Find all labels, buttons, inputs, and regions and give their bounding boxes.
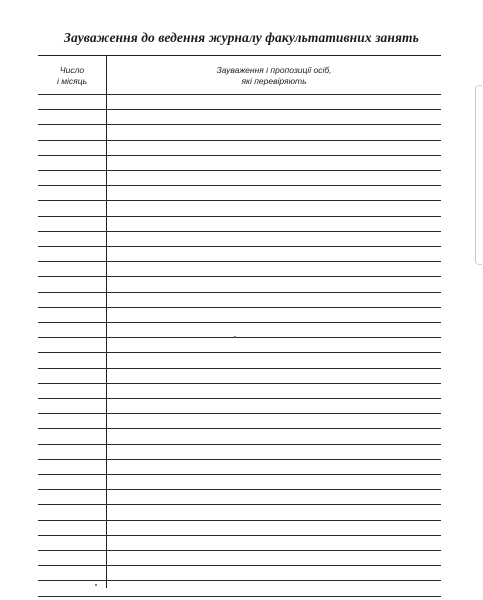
remarks-table bbox=[38, 55, 441, 588]
table-row-line bbox=[38, 292, 441, 293]
table-row-line bbox=[38, 459, 441, 460]
table-rows bbox=[38, 55, 441, 588]
table-row-line bbox=[38, 352, 441, 353]
table-row-line bbox=[38, 307, 441, 308]
table-row-line bbox=[38, 428, 441, 429]
header-bottom-rule bbox=[38, 94, 441, 95]
paper-speck bbox=[234, 336, 236, 338]
table-row-line bbox=[38, 535, 441, 536]
table-row-line bbox=[38, 489, 441, 490]
page-title: Зауваження до ведення журналу факультативних занять bbox=[64, 30, 419, 45]
column-header-date: Число і місяць bbox=[56, 65, 88, 86]
table-row-line bbox=[38, 276, 441, 277]
table-row-line bbox=[38, 124, 441, 125]
table-row-line bbox=[38, 504, 441, 505]
table-row-line bbox=[38, 322, 441, 323]
table-row-line bbox=[38, 398, 441, 399]
table-row-line bbox=[38, 261, 441, 262]
column-header-remarks: Зауваження і пропозиції осіб, які перевіряють bbox=[216, 65, 332, 86]
table-row-line bbox=[38, 185, 441, 186]
table-row-line bbox=[38, 140, 441, 141]
table-row-line bbox=[38, 246, 441, 247]
table-row-line bbox=[38, 474, 441, 475]
page-edge-mark bbox=[475, 85, 482, 265]
table-row-line bbox=[38, 596, 441, 597]
table-row-line bbox=[38, 200, 441, 201]
table-row-line bbox=[38, 155, 441, 156]
table-row-line bbox=[38, 337, 441, 338]
table-row-line bbox=[38, 444, 441, 445]
table-row-line bbox=[38, 216, 441, 217]
table-row-line bbox=[38, 580, 441, 581]
table-row-line bbox=[38, 413, 441, 414]
table-row-line bbox=[38, 550, 441, 551]
table-row-line bbox=[38, 231, 441, 232]
table-row-line bbox=[38, 383, 441, 384]
table-row-line bbox=[38, 520, 441, 521]
paper-speck bbox=[95, 584, 97, 586]
table-row-line bbox=[38, 109, 441, 110]
table-row-line bbox=[38, 565, 441, 566]
table-row-line bbox=[38, 368, 441, 369]
table-row-line bbox=[38, 170, 441, 171]
